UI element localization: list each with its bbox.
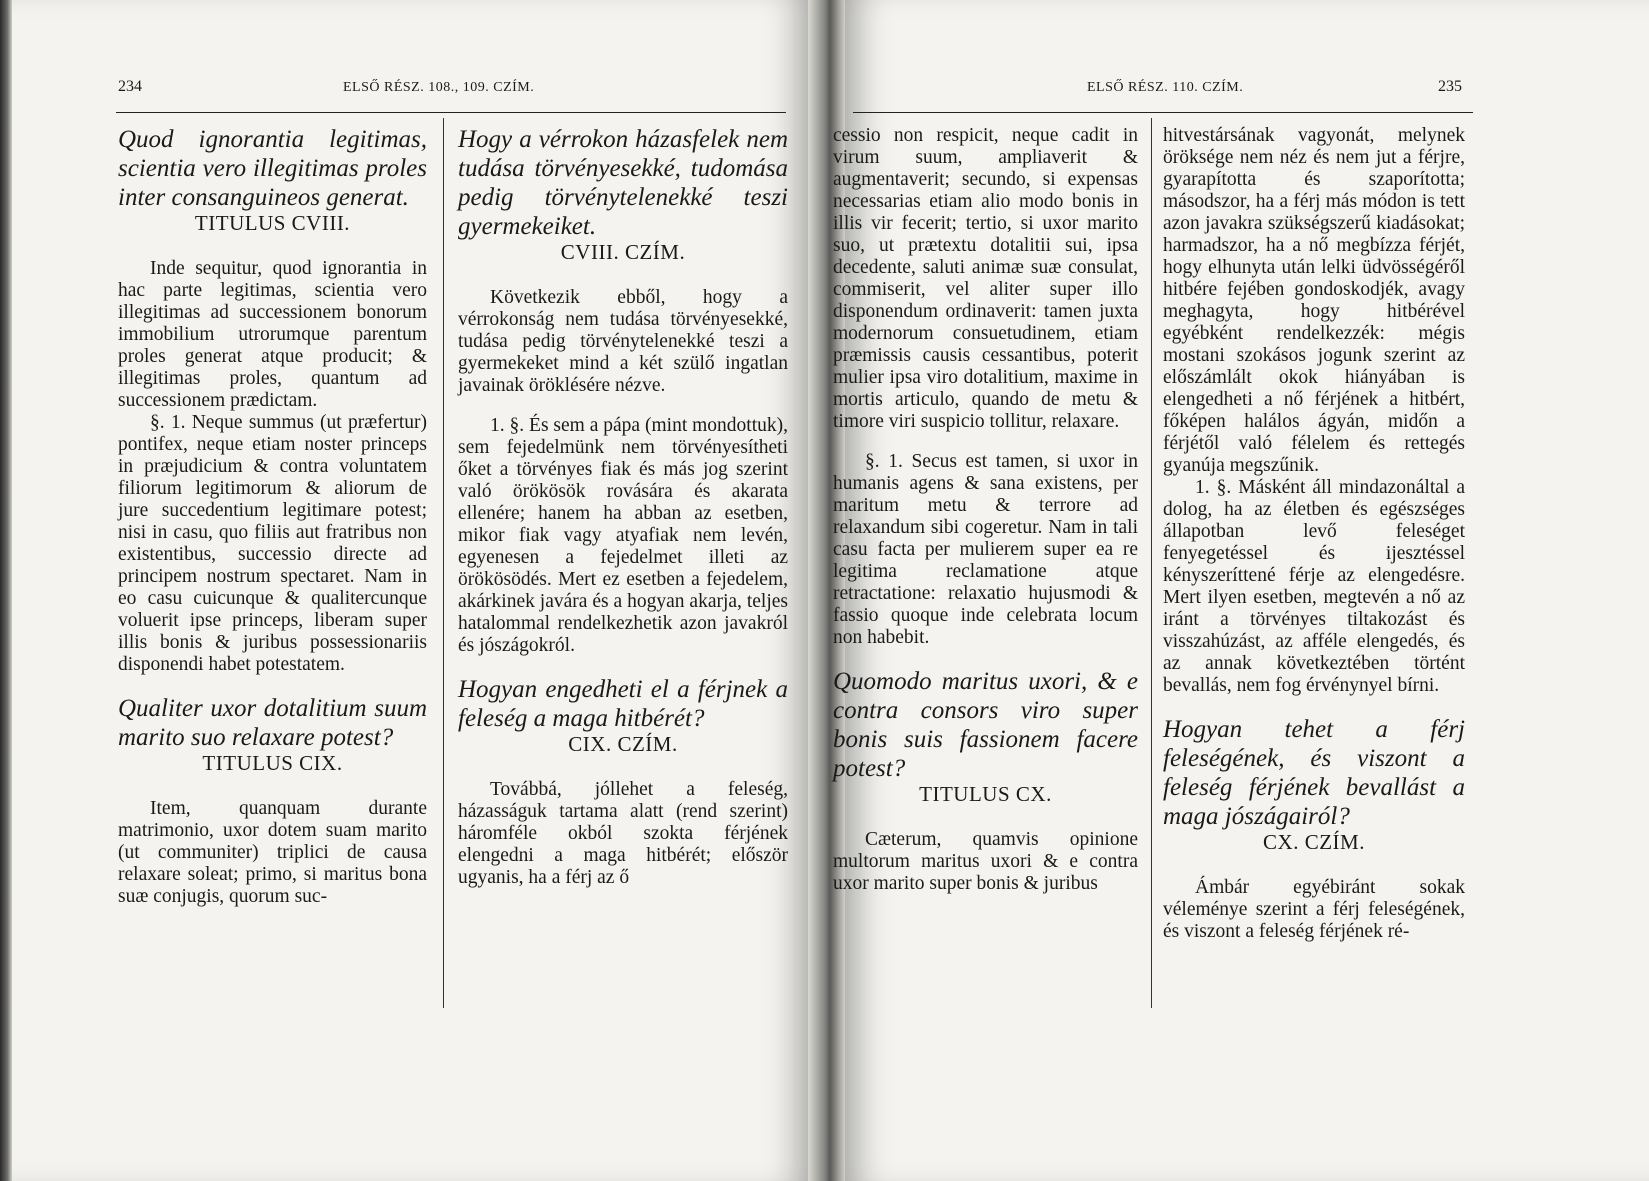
paragraph: Inde sequitur, quod ignorantia in hac parte legitimas, scientia vero illegitimas ad successionem bonorum immobilium utrorumque parentum proles generat atque producit; & illegitimas proles, quantum ad successionem prædictam.: [118, 258, 427, 411]
rubric: Hogyan engedheti el a férjnek a feleség a maga hitbérét?: [458, 676, 788, 732]
paragraph: Továbbá, jóllehet a feleség, házasságuk tartama alatt (rend szerint) háromféle okból szokta férjének elengedni a maga hitbérét; először ugyanis, ha a férj az ő: [458, 779, 788, 888]
latin-column: [118, 125, 427, 908]
title-heading: CX. CZÍM.: [1263, 830, 1365, 854]
left-page: [0, 0, 810, 1181]
page-edge-shadow: [0, 0, 12, 1181]
column-divider: [1151, 118, 1152, 1008]
title-heading: TITULUS CX.: [919, 782, 1052, 806]
paragraph: Cæterum, quamvis opinione multorum maritus uxori & e contra uxor marito super bonis & juribus: [833, 829, 1138, 894]
rubric: Quod ignorantia legitimas, scientia vero illegitimas proles inter consanguineos generat.: [118, 126, 427, 211]
paragraph: §. 1. Secus est tamen, si uxor in humanis agens & sana existens, per maritum metu & terrore ad relaxandum sibi cogeretur. Nam in tali casu facta per mulierem super ea re legitima reclamatione atque retractatione: relaxatio hujusmodi & fassio quoque inde celebrata locum non habebit.: [833, 451, 1138, 648]
paragraph: Következik ebből, hogy a vérrokonság nem tudása törvényesekké, tudása pedig törvénytelenekké teszi a gyermekeket mind a két szülő ingatlan javainak öröklésére nézve.: [458, 287, 788, 396]
rubric: Quomodo maritus uxori, & e contra consors viro super bonis suis fassionem facere potest?: [833, 668, 1138, 782]
title-heading: CIX. CZÍM.: [568, 732, 678, 756]
paragraph: hitvestársának vagyonát, melynek öröksége nem néz és nem jut a férjre, gyarapította és szaporította; másodszor, ha a férj más módon is tett azon javakra szükségszerű kiadásokat; harmadszor, ha a nő megbízza férjét, hogy elhunyta után lelki üdvösségéről hitbére fejében gondoskodjék, avagy meghagyta, hogy hitbérével egyébként rendelkezzék: mégis mostani szokásos jogunk szerint az előszámlált okok hiányában is elengedheti a nő férjének a hitbért, főképen halálos ágyán, midőn a férjétől való félelem és rettegés gyanúja megszűnik.: [1163, 125, 1465, 476]
paragraph: cessio non respicit, neque cadit in virum suum, ampliaverit & augmentaverit; secundo, si expensas necessarias etiam alio modo bonis in illis vir fecerit; tertio, si uxor marito suo, ut prætextu dotalitii sui, ipsa decedente, saluti animæ suæ consulat, commiserit, vel aliter super illo disponendum ordinaverit: tamen juxta modernorum consuetudinem, etiam præmissis causis cessantibus, poterit mulier ipsa viro dotalitium, maxime in mortis articulo, quando de metu & timore viri suspicio tollitur, relaxare.: [833, 125, 1138, 432]
paragraph: Ámbár egyébiránt sokak véleménye szerint a férj feleségének, és viszont a feleség férjének ré-: [1163, 877, 1465, 942]
page-number: 235: [1438, 78, 1462, 95]
hungarian-column: [1163, 125, 1465, 943]
title-heading: TITULUS CIX.: [202, 751, 343, 775]
rubric: Qualiter uxor dotalitium suum marito suo relaxare potest?: [118, 695, 427, 751]
page-number: 234: [118, 78, 142, 95]
hungarian-column: [458, 125, 788, 889]
paragraph: §. 1. Neque summus (ut præfertur) pontifex, neque etiam noster princeps in præjudicium & contra voluntatem filiorum legitimorum & aliorum de jure succedentium legitimare potest; nisi in casu, quo filiis aut fratribus non existentibus, successio directe ad principem nostrum spectaret. Nam in eo casu cuicunque & qualitercunque voluerit ipse princeps, liberam super illis bonis & juribus possessionariis disponendi habet potestatem.: [118, 412, 427, 675]
paragraph: Item, quanquam durante matrimonio, uxor dotem suam marito (ut communiter) triplici de causa relaxare soleat; primo, si maritus bona suæ conjugis, quorum suc-: [118, 798, 427, 907]
title-heading: CVIII. CZÍM.: [560, 240, 686, 264]
title-heading: TITULUS CVIII.: [194, 211, 351, 235]
right-page: [833, 0, 1649, 1181]
paragraph: 1. §. Másként áll mindazonáltal a dolog, ha az életben és egészséges állapotban levő feleséget fenyegetéssel és ijesztéssel kényszeríttené férje az elengedésre. Mert ilyen esetben, megtevén a nő az iránt a törvényes tiltakozást és visszahúzást, az afféle elengedés, és az annak következtében történt bevallás, nem fog érvénynyel bírni.: [1163, 477, 1465, 696]
paragraph: 1. §. És sem a pápa (mint mondottuk), sem fejedelmünk nem törvényesítheti őket a törvényes fiak és más jog szerint való örökösök rovására és akarata ellenére; hanem ha abban az esetben, mikor fiak vagy atyafiak nem levén, egyenesen a fejedelmet illeti az örökösödés. Mert ez esetben a fejedelem, akárkinek javára és a hogyan akarja, teljes hatalommal rendelkezhetik azon javakról és jószágokról.: [458, 415, 788, 656]
header-rule: [116, 112, 786, 113]
rubric: Hogy a vérrokon házasfelek nem tudása törvényesekké, tudomása pedig törvénytelenekké teszi gyermekeiket.: [458, 126, 788, 240]
latin-column: [833, 125, 1138, 895]
rubric: Hogyan tehet a férj feleségének, és viszont a feleség férjének bevallást a maga jószágairól?: [1163, 716, 1465, 830]
running-head: ELSŐ RÉSZ. 108., 109. CZÍM.: [343, 80, 535, 95]
column-divider: [443, 118, 444, 1008]
header-rule: [853, 112, 1473, 113]
running-head: ELSŐ RÉSZ. 110. CZÍM.: [1087, 80, 1244, 95]
